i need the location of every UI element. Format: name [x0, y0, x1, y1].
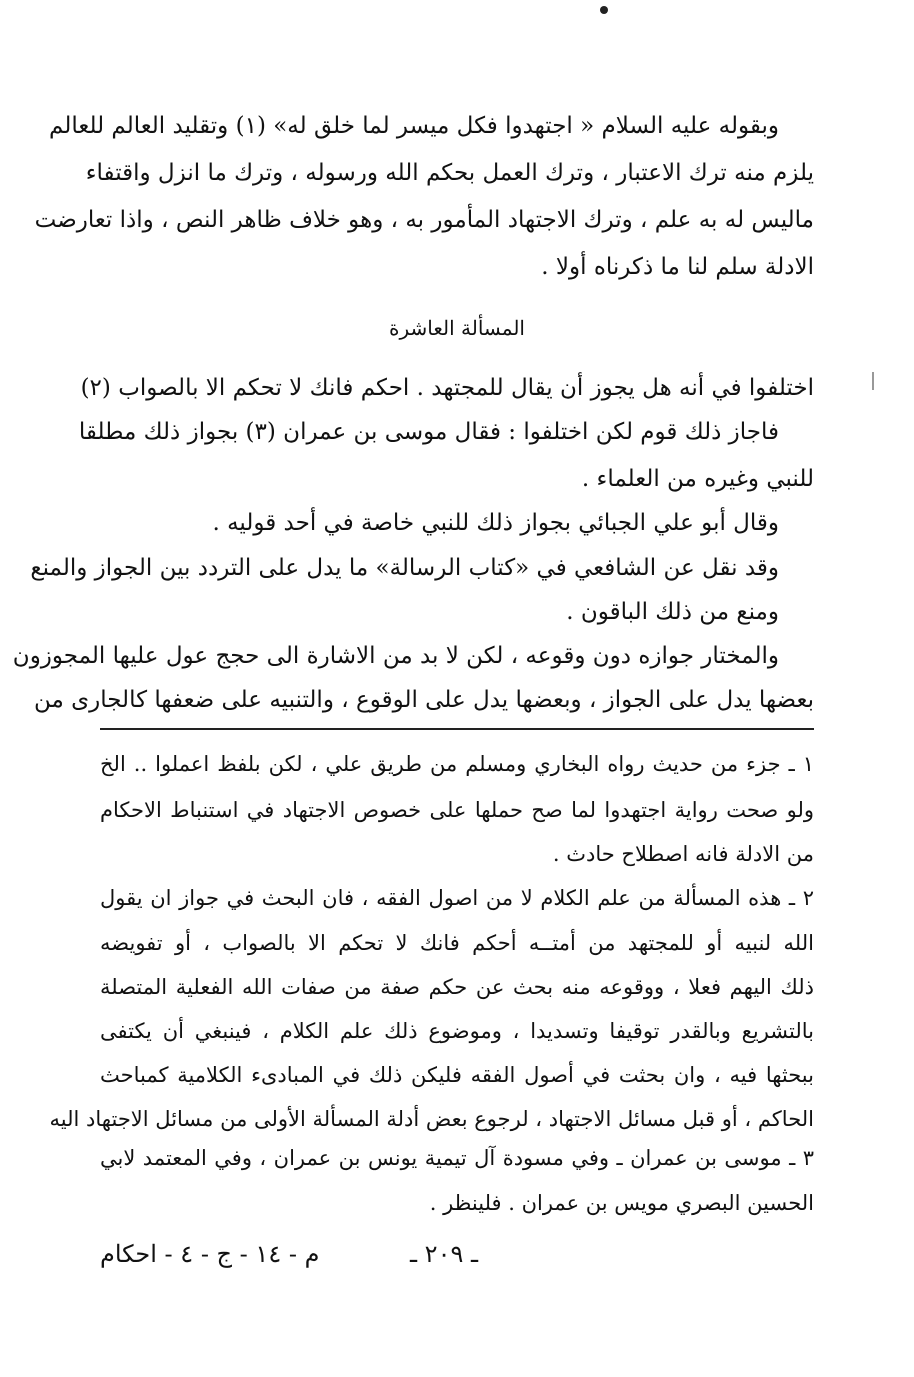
section-line: وقال أبو علي الجبائي بجواز ذلك للنبي خاصة في أحد قوليه . [212, 510, 779, 536]
footnote-line: ببحثها فيه ، وان بحثت في أصول الفقه فليكن ذلك في المبادىء الكلامية كمباحث [100, 1063, 814, 1087]
footnote-divider [100, 728, 814, 730]
body-line: الادلة سلم لنا ما ذكرناه أولا . [541, 254, 814, 280]
footnote-line: الله لنبيه أو للمجتهد من أمتــه أحكم فانك لا تحكم الا بالصواب ، أو تفويضه [100, 931, 814, 955]
section-line: ومنع من ذلك الباقون . [566, 599, 779, 625]
edge-mark [872, 372, 882, 390]
body-line: يلزم منه ترك الاعتبار ، وترك العمل بحكم الله ورسوله ، وترك ما انزل واقتفاء [85, 160, 814, 186]
footnote-line: ١ ـ جزء من حديث رواه البخاري ومسلم من طريق علي ، لكن بلفظ اعملوا .. الخ [100, 752, 814, 776]
top-mark [600, 6, 608, 14]
footnote-line: ذلك اليهم فعلا ، ووقوعه منه بحث عن حكم صفة من صفات الله الفعلية المتصلة [100, 975, 814, 999]
section-line: بعضها يدل على الجواز ، وبعضها يدل على الوقوع ، والتنبيه على ضعفها كالجارى من [33, 687, 814, 713]
section-line: للنبي وغيره من العلماء . [581, 466, 814, 492]
section-line: فاجاز ذلك قوم لكن اختلفوا : فقال موسى بن عمران (٣) بجواز ذلك مطلقا [78, 419, 779, 445]
section-line: اختلفوا في أنه هل يجوز أن يقال للمجتهد . احكم فانك لا تحكم الا بالصواب (٢) [80, 375, 814, 401]
section-line: وقد نقل عن الشافعي في «كتاب الرسالة» ما يدل على التردد بين الجواز والمنع [30, 555, 779, 581]
page-number: ـ ٢٠٩ ـ [410, 1240, 479, 1268]
footnote-line: الحاكم ، أو قبل مسائل الاجتهاد ، لرجوع بعض أدلة المسألة الأولى من مسائل الاجتهاد اليه [49, 1107, 814, 1131]
footnote-line: بالتشريع وبالقدر توقيفا وتسديدا ، وموضوع ذلك علم الكلام ، فينبغي أن يكتفى [100, 1019, 814, 1043]
body-line: ماليس له به علم ، وترك الاجتهاد المأمور به ، وهو خلاف ظاهر النص ، واذا تعارضت [34, 207, 814, 233]
footnote-line: ٣ ـ موسى بن عمران ـ وفي مسودة آل تيمية يونس بن عمران ، وفي المعتمد لابي [100, 1146, 814, 1170]
body-line: وبقوله عليه السلام « اجتهدوا فكل ميسر لما خلق له» (١) وتقليد العالم للعالم [49, 113, 779, 139]
signature-mark: م - ١٤ - ج - ٤ - احكام [100, 1240, 320, 1268]
footnote-line: ولو صحت رواية اجتهدوا لما صح حملها على خصوص الاجتهاد في استنباط الاحكام [100, 798, 814, 822]
section-line: والمختار جوازه دون وقوعه ، لكن لا بد من الاشارة الى حجج عول عليها المجوزون [12, 643, 779, 669]
footnote-line: ٢ ـ هذه المسألة من علم الكلام لا من اصول الفقه ، فان البحث في جواز ان يقول [100, 886, 814, 910]
footnote-line: من الادلة فانه اصطلاح حادث . [552, 842, 814, 866]
section-heading: المسألة العاشرة [389, 316, 525, 340]
footnote-line: الحسين البصري مويس بن عمران . فلينظر . [429, 1191, 814, 1215]
